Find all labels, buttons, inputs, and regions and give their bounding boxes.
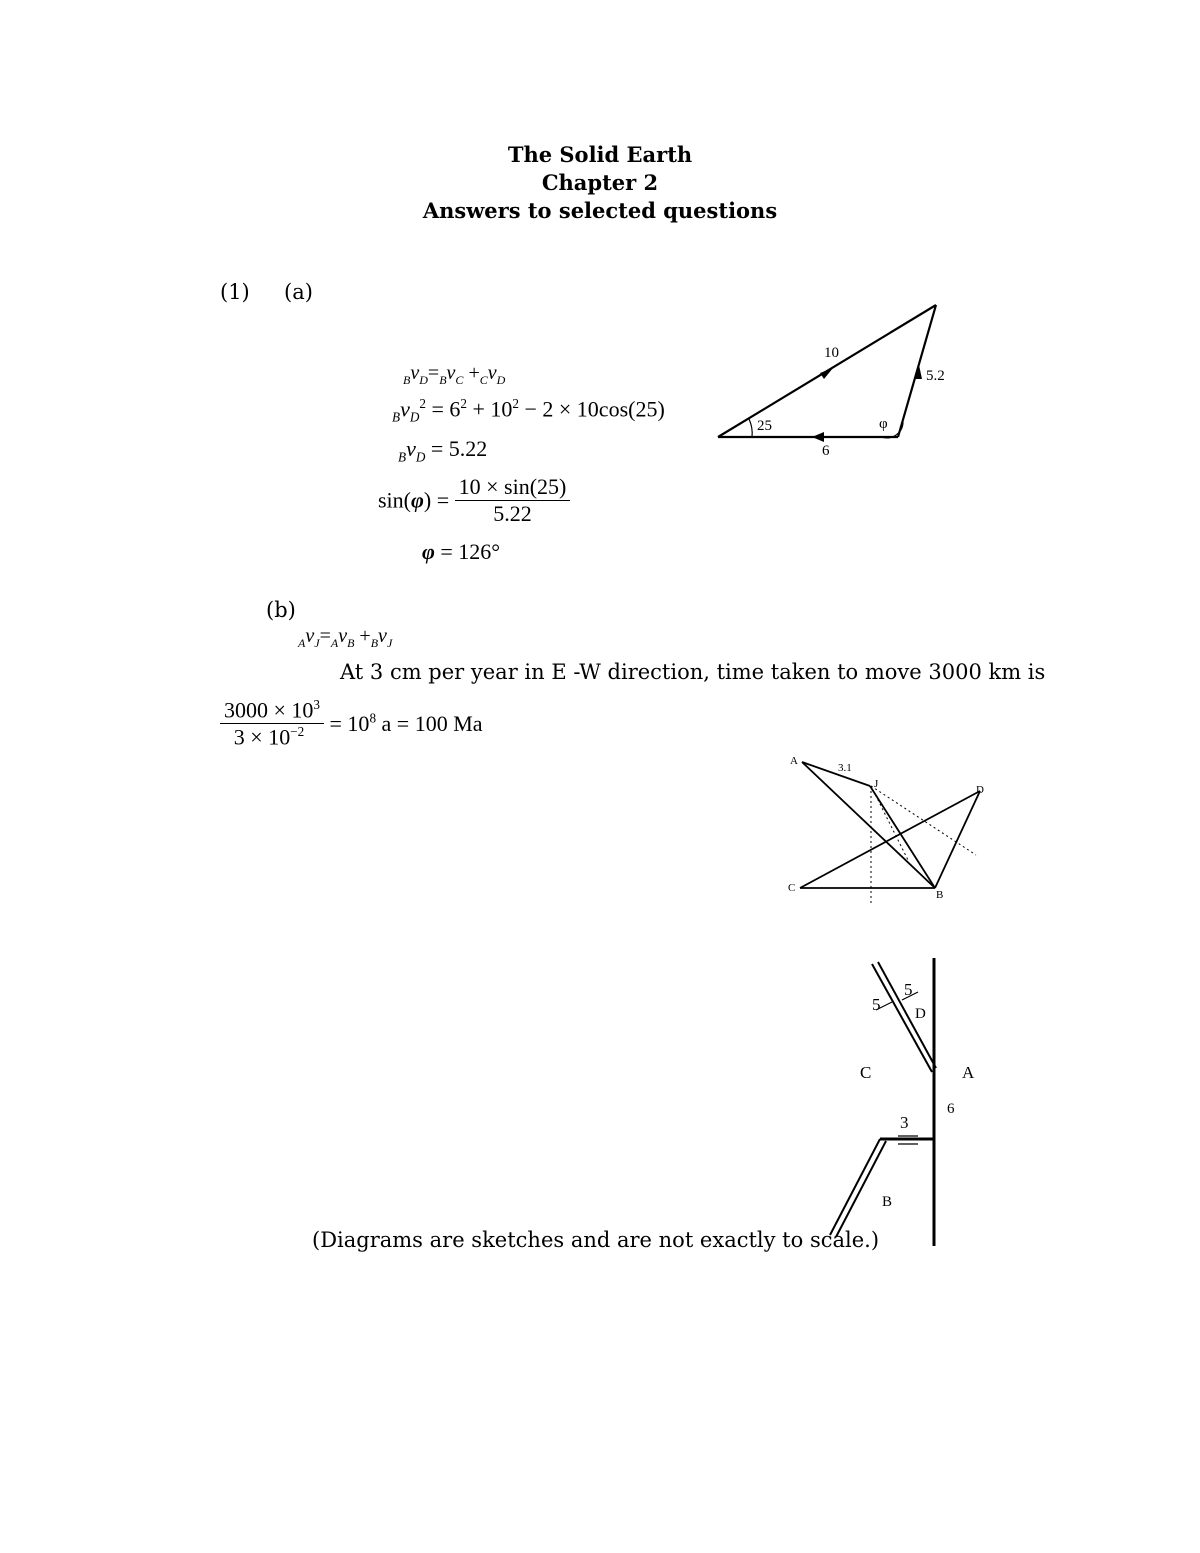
part-b-text: At 3 cm per year in E -W direction, time taken to move 3000 km is <box>340 660 1046 684</box>
equation-sine-rule: sin(φ) = $\frac{10 \times \sin(25)}{5.22}$ <box>378 474 570 527</box>
label-d: D <box>976 784 984 796</box>
label-c: C <box>788 882 796 894</box>
angle-arc-25 <box>749 419 752 437</box>
line-c-d <box>800 791 980 888</box>
diagram-note: (Diagrams are sketches and are not exactly to scale.) <box>312 1228 880 1252</box>
ridge-lower-line-1 <box>830 1139 880 1235</box>
vector-triangle-diagram <box>700 295 970 465</box>
label-5-right: 5 <box>904 980 913 999</box>
equation-phi-result: φ = 126° <box>422 539 501 564</box>
equation-cosine-rule: $_Bv_D^2 = 6^2 + 10^2 - 2 \times 10\cos(25)$ <box>392 396 665 425</box>
equation-vector-sum: $_Bv_D=_Bv_C +_Cv_D$ <box>403 362 506 387</box>
label-c-plate: C <box>860 1063 872 1082</box>
triple-junction-diagram <box>780 750 1000 910</box>
line-j-b <box>870 786 935 888</box>
equation-relative-velocity: $_Av_J=_Av_B +_Bv_J$ <box>298 625 393 650</box>
label-b-plate: B <box>882 1194 893 1210</box>
label-b: B <box>936 889 944 901</box>
label-a: A <box>790 755 798 767</box>
label-6: 6 <box>947 1101 955 1117</box>
label-phi: φ <box>879 416 888 432</box>
arrow-head-10 <box>820 368 833 379</box>
part-b-label: (b) <box>266 598 296 622</box>
ridge-upper-line-2 <box>878 962 936 1068</box>
ridge-lower-line-2 <box>836 1141 886 1237</box>
label-3-1: 3.1 <box>838 762 852 774</box>
label-10: 10 <box>824 345 839 361</box>
title-line-2: Chapter 2 <box>541 170 659 195</box>
part-a-label: (a) <box>284 280 313 304</box>
equation-time-result: $\frac{3000 \times 10^3}{3 \times 10^{-2}}$ = $10^8$ a = 100 Ma <box>220 697 483 751</box>
label-6: 6 <box>822 443 830 459</box>
label-25: 25 <box>757 418 772 434</box>
label-5-2: 5.2 <box>926 368 945 384</box>
label-5-left: 5 <box>872 995 881 1014</box>
label-a-plate: A <box>962 1063 975 1082</box>
question-number: (1) <box>220 280 250 304</box>
line-a-j <box>802 762 870 786</box>
plate-boundaries-diagram <box>820 950 990 1260</box>
title-line-3: Answers to selected questions <box>422 198 778 223</box>
line-d-b <box>935 791 980 888</box>
label-d-plate: D <box>915 1006 926 1022</box>
arrow-head-6 <box>812 432 824 442</box>
equation-vd-result: $_Bv_D = 5.22$ <box>398 436 488 465</box>
label-j: J <box>874 778 879 790</box>
label-3: 3 <box>900 1113 909 1132</box>
title-line-1: The Solid Earth <box>507 142 693 167</box>
